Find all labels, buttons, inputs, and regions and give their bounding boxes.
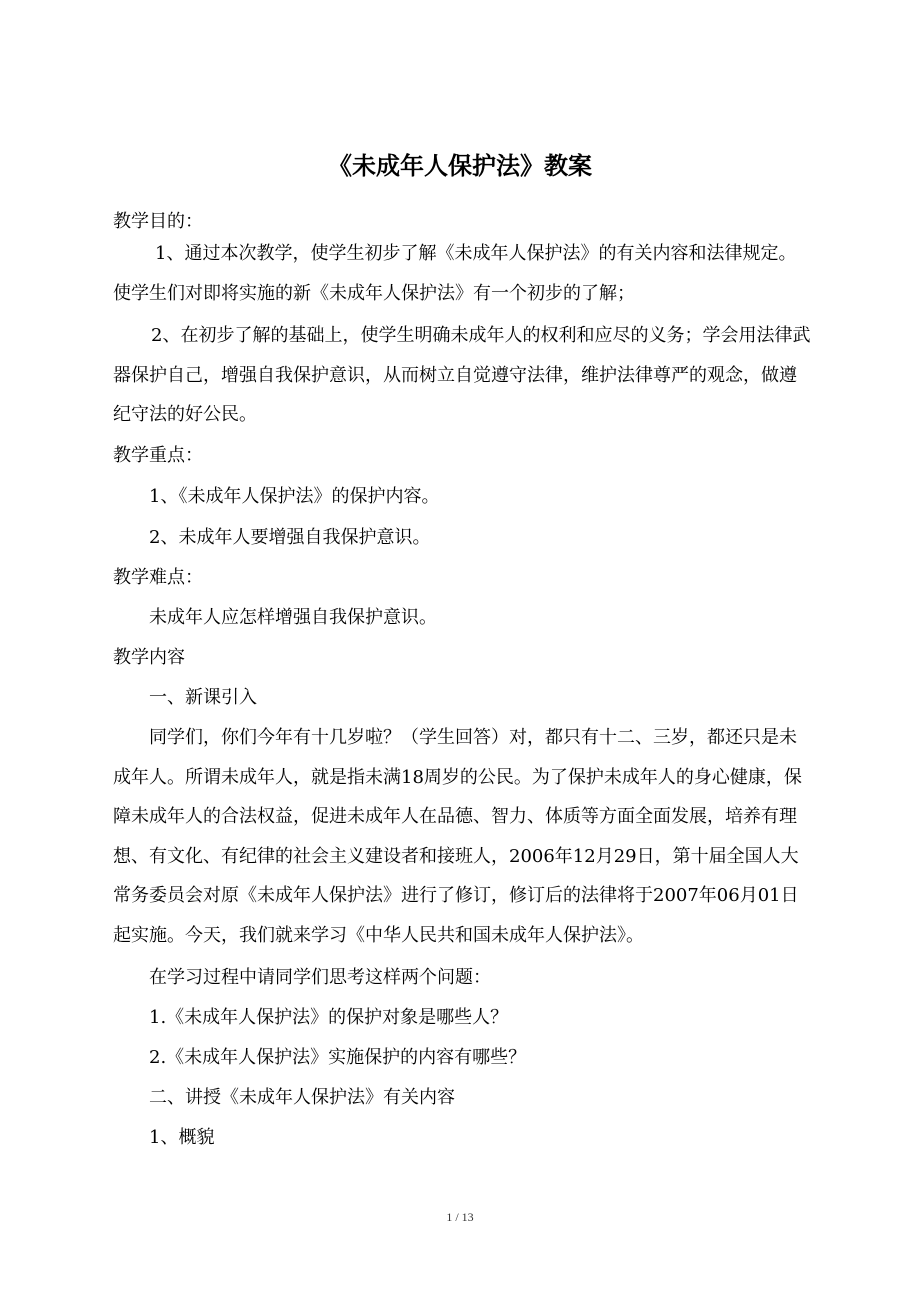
question-2: 2.《未成年人保护法》实施保护的内容有哪些？ <box>149 1047 527 1068</box>
difficulty-heading: 教学难点： <box>113 567 203 588</box>
content-heading: 教学内容 <box>113 647 185 668</box>
objectives-heading: 教学目的： <box>113 211 203 232</box>
subsection-1-heading: 1、概貌 <box>149 1127 215 1148</box>
difficulty-item: 未成年人应怎样增强自我保护意识。 <box>149 607 437 628</box>
key-point-1: 1、《未成年人保护法》的保护内容。 <box>149 486 440 507</box>
key-point-2: 2、未成年人要增强自我保护意识。 <box>149 527 431 548</box>
intro-paragraph: 同学们，你们今年有十几岁啦？（学生回答）对，都只有十二、三岁，都还只是未成年人。所谓未成年人，就是指未满18周岁的公民。为了保护未成年人的身心健康，保障未成年人的合法权益，促进未成年人在品德、智力、体质等方面全面发展，培养有理想、有文化、有纪律的社会主义建设者和接班人，2006年12月29日，第十届全国人大常务委员会对原《未成年人保护法》进行了修订，修订后的法律将于2007年06月01日起实施。今天，我们就来学习《中华人民共和国未成年人保护法》。 <box>113 727 802 946</box>
question-prompt: 在学习过程中请同学们思考这样两个问题： <box>149 967 491 988</box>
page-indicator: 1 / 13 <box>446 1210 474 1224</box>
document-title: 《未成年人保护法》教案 <box>328 151 592 180</box>
section-1-heading: 一、新课引入 <box>149 687 257 708</box>
key-points-heading: 教学重点： <box>113 445 203 466</box>
section-2-heading: 二、讲授《未成年人保护法》有关内容 <box>149 1087 455 1108</box>
objective-1: 1、通过本次教学，使学生初步了解《未成年人保护法》的有关内容和法律规定。使学生们对即将实施的新《未成年人保护法》有一个初步的了解； <box>113 243 797 304</box>
objective-2: 2、在初步了解的基础上，使学生明确未成年人的权利和应尽的义务；学会用法律武器保护自己，增强自我保护意识，从而树立自觉遵守法律，维护法律尊严的观念，做遵纪守法的好公民。 <box>113 325 811 425</box>
question-1: 1.《未成年人保护法》的保护对象是哪些人？ <box>149 1007 509 1028</box>
